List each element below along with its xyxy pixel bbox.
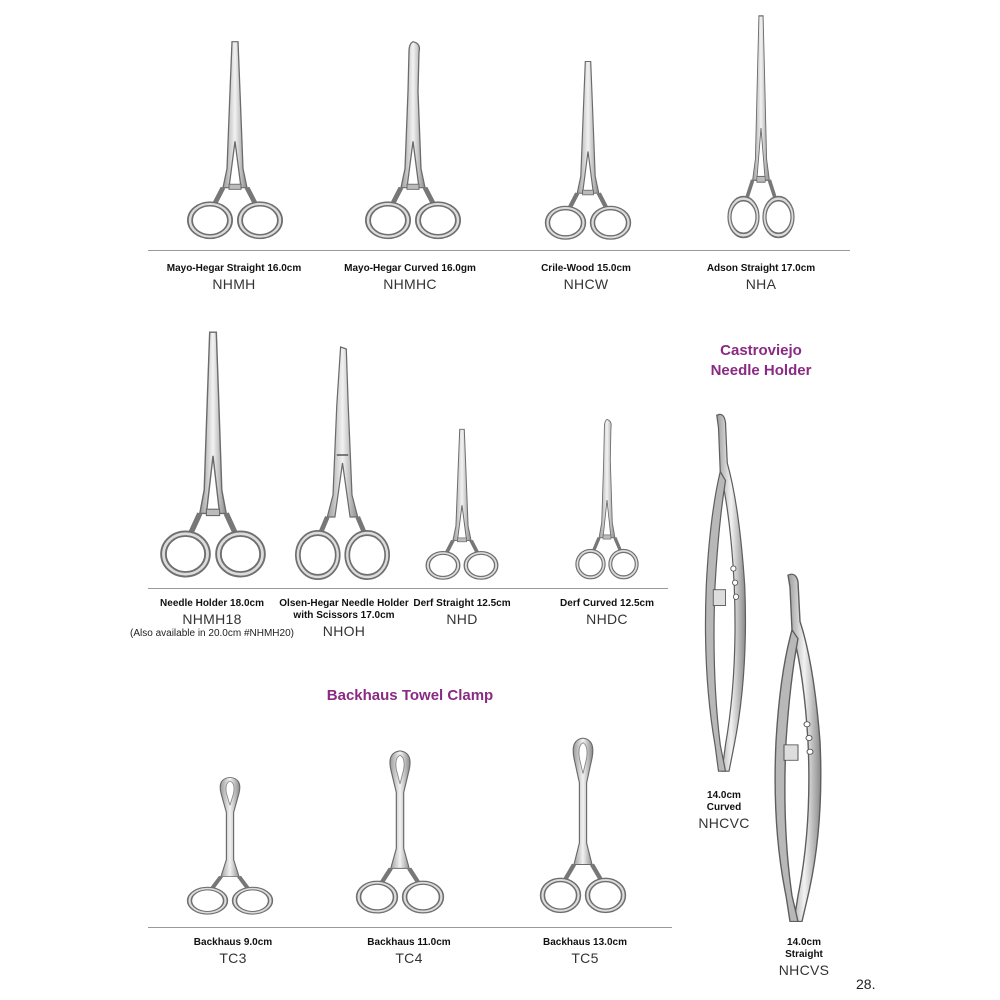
needle-holder-straight-icon	[543, 60, 633, 246]
product-caption	[344, 263, 476, 293]
towel-clamp-icon	[354, 748, 446, 920]
product-name: Backhaus 9.0cm	[193, 937, 273, 948]
product-caption	[560, 598, 654, 628]
section-title-castroviejo	[711, 341, 812, 381]
product-code: TC5	[571, 950, 599, 966]
product-code: NHMHC	[383, 276, 437, 292]
product-code: TC4	[395, 950, 423, 966]
product-size: 14.0cm	[707, 790, 741, 801]
product-caption	[541, 263, 631, 293]
product-caption	[779, 937, 830, 979]
product-code: NHOH	[322, 623, 366, 639]
product-type: Curved	[706, 802, 742, 813]
needle-holder-curved-icon	[363, 40, 463, 246]
product-code: NHMH18	[182, 611, 242, 627]
product-name: Derf Curved 12.5cm	[560, 598, 654, 609]
product-caption	[413, 598, 510, 628]
section-title-line2: Needle Holder	[710, 362, 812, 379]
product-name: Olsen-Hegar Needle Holder	[279, 598, 409, 609]
product-code: NHDC	[586, 611, 628, 627]
towel-clamp-icon	[538, 735, 628, 920]
product-type: Straight	[785, 949, 823, 960]
product-caption	[698, 790, 749, 832]
product-code: NHCVS	[778, 962, 830, 978]
product-caption	[279, 598, 408, 640]
castroviejo-curved-icon	[694, 410, 764, 780]
product-name: Backhaus 13.0cm	[543, 937, 627, 948]
castroviejo-straight-icon	[762, 570, 842, 930]
product-name: Backhaus 11.0cm	[367, 937, 451, 948]
product-size: 14.0cm	[787, 937, 821, 948]
needle-holder-straight-icon	[424, 428, 500, 585]
product-name: Mayo-Hegar Curved 16.0gm	[344, 263, 476, 274]
product-name-line2: with Scissors 17.0cm	[293, 610, 395, 621]
product-caption	[367, 937, 450, 967]
product-name: Mayo-Hegar Straight 16.0cm	[166, 263, 302, 274]
divider-backhaus	[148, 927, 672, 928]
product-caption	[167, 263, 302, 293]
product-code: TC3	[219, 950, 247, 966]
product-code: NHA	[745, 276, 777, 292]
product-code: NHD	[446, 611, 478, 627]
towel-clamp-icon	[185, 775, 275, 920]
product-code: NHMH	[212, 276, 256, 292]
section-title-line1: Castroviejo	[720, 342, 802, 359]
product-caption	[194, 937, 272, 967]
product-caption	[543, 937, 627, 967]
product-note: (Also available in 20.0cm #NHMH20)	[130, 628, 294, 639]
product-code: NHCW	[563, 276, 609, 292]
needle-holder-straight-icon	[185, 40, 285, 246]
product-caption	[707, 263, 815, 293]
needle-holder-curved-icon	[574, 418, 640, 585]
page-number: 28.	[856, 976, 876, 992]
needle-holder-straight-icon	[158, 330, 268, 586]
needle-holder-straight-icon	[726, 14, 796, 246]
product-name: Adson Straight 17.0cm	[706, 263, 816, 274]
product-code: NHCVC	[698, 815, 750, 831]
divider-row1	[148, 250, 850, 251]
product-name: Crile-Wood 15.0cm	[541, 263, 631, 274]
section-title-backhaus: Backhaus Towel Clamp	[326, 687, 494, 704]
needle-holder-scissors-icon	[295, 345, 390, 585]
product-caption	[130, 598, 294, 640]
product-name: Derf Straight 12.5cm	[413, 598, 511, 609]
divider-row2	[148, 588, 668, 589]
product-name: Needle Holder 18.0cm	[160, 598, 264, 609]
